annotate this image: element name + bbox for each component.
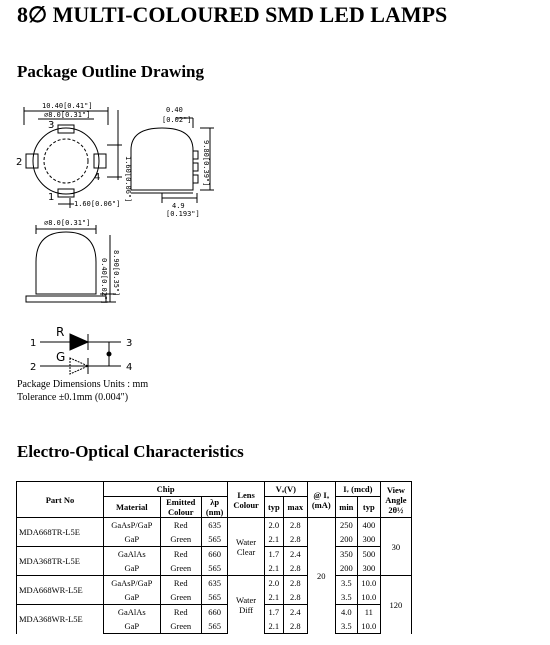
pin-label-3: 3: [48, 120, 55, 131]
dim-lead: 0.40: [166, 106, 183, 114]
pad-top: [58, 125, 74, 133]
package-outline-heading: Package Outline Drawing: [17, 62, 204, 81]
led-top-view-outer: [33, 128, 99, 194]
if-cell: 20: [307, 518, 335, 634]
header-vf-typ: typ: [264, 497, 283, 518]
pad-left: [26, 154, 38, 168]
schematic-pin-2: 2: [30, 362, 37, 373]
dim-diameter: ∅8.0[0.31"]: [44, 111, 91, 119]
header-view: View Angle 2θ½: [380, 482, 411, 518]
table-row: GaP Green 565 2.1 2.8 3.5 10.0: [17, 590, 412, 605]
dim-pad-height: 1.60[0.06"]: [124, 156, 132, 203]
dim-front-lead: 0.40[0.02"]: [100, 258, 108, 305]
electro-optical-heading: Electro-Optical Characteristics: [17, 442, 244, 461]
characteristics-table: [16, 481, 412, 634]
dim-width: 10.40[0.41"]: [42, 102, 93, 110]
table-row: GaP Green 565 2.1 2.8 3.5 10.0: [17, 619, 412, 634]
schematic-pin-1: 1: [30, 338, 37, 349]
header-iv-typ: typ: [357, 497, 380, 518]
page-title: 8∅ MULTI-COLOURED SMD LED LAMPS: [17, 2, 448, 27]
led-side-view: [131, 128, 193, 190]
header-emitted: Emitted Colour: [160, 497, 201, 518]
table-row: MDA368WR-L5E GaAlAs Red 660 1.7 2.4 4.0 11: [17, 605, 412, 620]
led-front-view: [36, 232, 96, 294]
pin-label-4: 4: [94, 172, 101, 183]
header-chip: Chip: [103, 482, 227, 497]
dim-front-height: 8.90[0.35"]: [112, 250, 120, 297]
schematic-pin-3: 3: [126, 338, 133, 349]
led-top-view-inner: [44, 139, 88, 183]
header-if: @ Iₒ (mA): [307, 482, 335, 518]
dimensions-units-note: Package Dimensions Units : mm: [17, 379, 149, 390]
tolerance-note: Tolerance ±0.1mm (0.004"): [17, 392, 129, 403]
pin-label-1: 1: [48, 192, 55, 203]
part-no-cell: MDA668TR-L5E: [17, 518, 104, 547]
lens-cell: Water Clear: [228, 518, 265, 576]
header-vf-max: max: [283, 497, 307, 518]
dim-height: 9.80[0.39"]: [202, 140, 210, 187]
dim-half-in: [0.193"]: [166, 210, 200, 218]
header-vf: Vₒ(V): [264, 482, 307, 497]
part-no-cell: MDA368TR-L5E: [17, 547, 104, 576]
table-row: GaP Green 565 2.1 2.8 200 300: [17, 532, 412, 547]
schematic-red-label: R: [56, 325, 65, 339]
part-no-cell: MDA368WR-L5E: [17, 605, 104, 634]
header-part-no: Part No: [17, 482, 104, 518]
table-row: MDA668WR-L5E GaAsP/GaP Red 635 Water Diff 2.0 2.8 3.5 10.0 120: [17, 576, 412, 591]
header-iv: Iᵥ (mcd): [335, 482, 380, 497]
view-angle-cell: 120: [380, 576, 411, 634]
pad-right: [94, 154, 106, 168]
header-lambda: λp (nm): [202, 497, 228, 518]
part-no-cell: MDA668WR-L5E: [17, 576, 104, 605]
header-iv-min: min: [335, 497, 357, 518]
dim-pad-width: 1.60[0.06"]: [74, 200, 121, 208]
table-row: MDA668TR-L5E GaAsP/GaP Red 635 Water Clear 2.0 2.8 20 250 400 30: [17, 518, 412, 533]
dim-lead-in: [0.02"]: [162, 116, 192, 124]
schematic-pin-4: 4: [126, 362, 133, 373]
pin-label-2: 2: [16, 157, 23, 168]
schematic-green-label: G: [56, 350, 66, 364]
dim-half: 4.9: [172, 202, 185, 210]
header-material: Material: [103, 497, 160, 518]
lens-cell: Water Diff: [228, 576, 265, 634]
header-lens: Lens Colour: [228, 482, 265, 518]
table-row: MDA368TR-L5E GaAlAs Red 660 1.7 2.4 350 500: [17, 547, 412, 562]
dim-front-diameter: ∅8.0[0.31"]: [44, 219, 91, 227]
pad-bottom: [58, 189, 74, 197]
table-row: GaP Green 565 2.1 2.8 200 300: [17, 561, 412, 576]
view-angle-cell: 30: [380, 518, 411, 576]
